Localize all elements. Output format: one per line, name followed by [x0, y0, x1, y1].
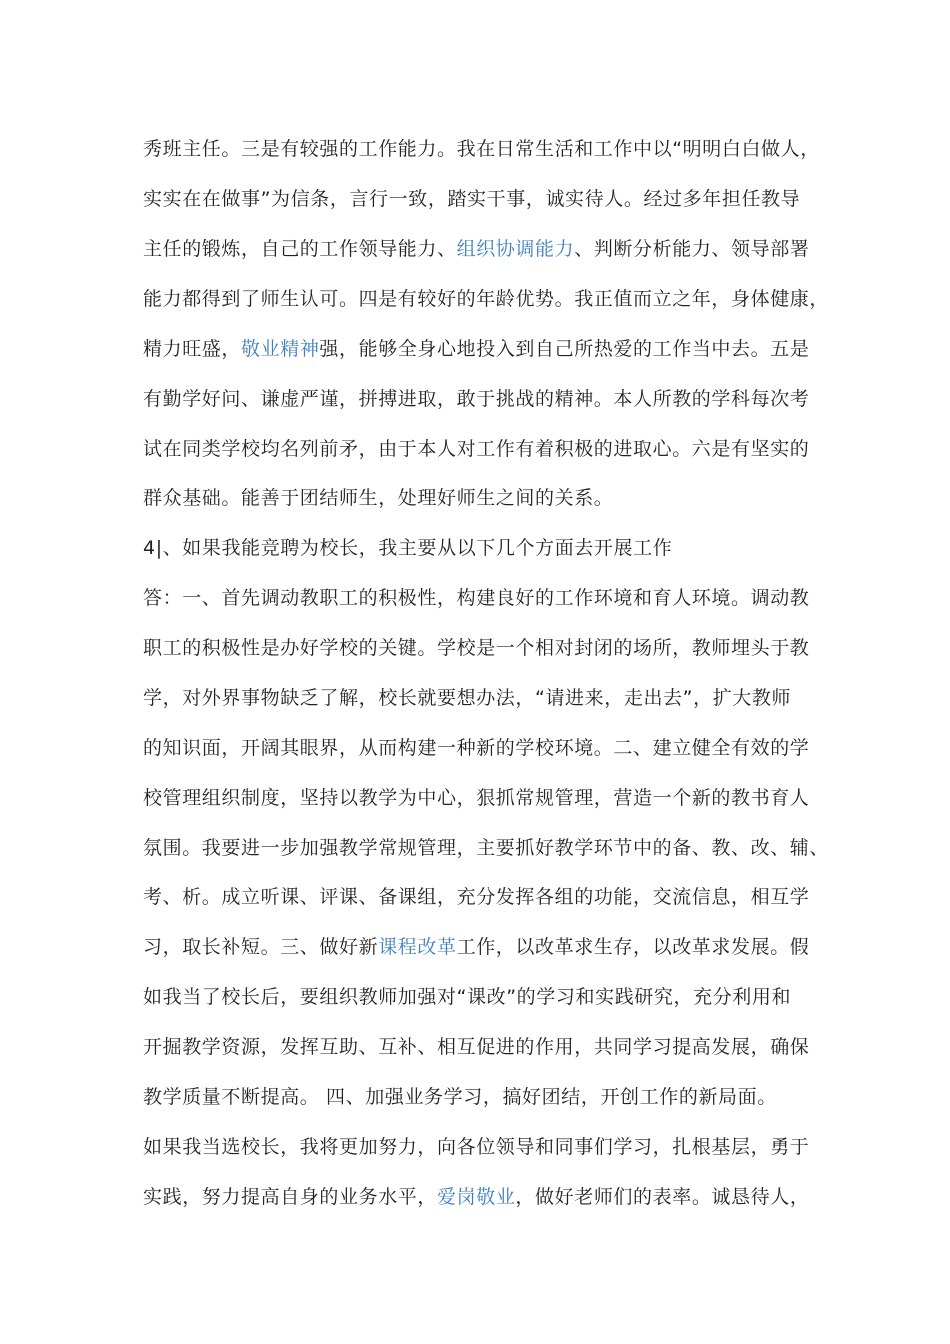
line-text: 精力旺盛， — [143, 338, 242, 360]
line-text: 职工的积极性是办好学校的关键。学校是一个相对封闭的场所，教师埋头于教 — [143, 637, 810, 659]
text-line — [143, 1084, 777, 1110]
text-line — [143, 286, 829, 312]
text-line — [143, 1134, 809, 1160]
text-line — [143, 136, 820, 162]
text-line — [143, 635, 809, 661]
line-text: 试在同类学校均名列前矛，由于本人对工作有着积极的进取心。六是有坚实的 — [143, 438, 810, 460]
line-text: 主任的锻炼，自己的工作领导能力、 — [143, 238, 457, 260]
line-text: 秀班主任。三是有较强的工作能力。我在日常生活和工作中以“明明白白做人， — [143, 138, 820, 160]
line-text: ，做好老师们的表率。诚恳待人， — [515, 1186, 810, 1208]
line-text: 如我当了校长后，要组织教师加强对“课改”的学习和实践研究，充分利用和 — [143, 986, 792, 1008]
text-line — [143, 735, 809, 761]
keyword-link[interactable]: 课程改革 — [378, 936, 457, 958]
text-line — [143, 485, 613, 511]
text-line — [143, 685, 791, 711]
text-line — [143, 186, 800, 212]
text-line — [143, 984, 791, 1010]
line-text: 校管理组织制度，坚持以教学为中心，狠抓常规管理，营造一个新的教书育人 — [143, 787, 810, 809]
line-text: 工作，以改革求生存，以改革求发展。假 — [456, 936, 810, 958]
keyword-link[interactable]: 爱岗敬业 — [437, 1186, 516, 1208]
text-line — [143, 585, 809, 611]
line-text: 有勤学好问、谦虚严谨，拼搏进取，敢于挑战的精神。本人所教的学科每次考 — [143, 388, 810, 410]
keyword-link[interactable]: 组织协调能力 — [456, 238, 575, 260]
keyword-link[interactable]: 敬业精神 — [241, 338, 320, 360]
text-line — [143, 1184, 809, 1210]
line-text: 答：一、首先调动教职工的积极性，构建良好的工作环境和育人环境。调动教 — [143, 587, 810, 609]
text-line — [143, 785, 809, 811]
text-line — [143, 884, 809, 910]
line-text: 4|、如果我能竞聘为校长，我主要从以下几个方面去开展工作 — [143, 537, 673, 559]
text-line — [143, 386, 809, 412]
line-text: 考、析。成立听课、评课、备课组，充分发挥各组的功能，交流信息，相互学 — [143, 886, 810, 908]
line-text: 学，对外界事物缺乏了解，校长就要想办法，“请进来，走出去”，扩大教师 — [143, 687, 792, 709]
line-text: 实践，努力提高自身的业务水平， — [143, 1186, 438, 1208]
line-text: 开掘教学资源，发挥互助、互补、相互促进的作用，共同学习提高发展，确保 — [143, 1036, 810, 1058]
text-line — [143, 835, 829, 861]
line-text: 如果我当选校长，我将更加努力，向各位领导和同事们学习，扎根基层，勇于 — [143, 1136, 810, 1158]
text-line — [143, 934, 809, 960]
line-text: 群众基础。能善于团结师生，处理好师生之间的关系。 — [143, 487, 614, 509]
line-text: 的知识面，开阔其眼界，从而构建一种新的学校环境。二、建立健全有效的学 — [143, 737, 810, 759]
line-text: 习，取长补短。三、做好新 — [143, 936, 379, 958]
line-text: 氛围。我要进一步加强教学常规管理，主要抓好教学环节中的备、教、改、辅、 — [143, 837, 830, 859]
text-line — [143, 1034, 809, 1060]
line-text: 、判断分析能力、领导部署 — [574, 238, 810, 260]
text-line — [143, 436, 809, 462]
line-text: 强，能够全身心地投入到自己所热爱的工作当中去。五是 — [319, 338, 810, 360]
text-line — [143, 236, 809, 262]
line-text: 能力都得到了师生认可。四是有较好的年龄优势。我正值而立之年，身体健康， — [143, 288, 830, 310]
line-text: 实实在在做事”为信条，言行一致，踏实干事，诚实待人。经过多年担任教导 — [143, 188, 801, 210]
text-line — [143, 535, 672, 561]
line-text: 教学质量不断提高。 四、加强业务学习，搞好团结，开创工作的新局面。 — [143, 1086, 777, 1108]
text-line — [143, 336, 809, 362]
